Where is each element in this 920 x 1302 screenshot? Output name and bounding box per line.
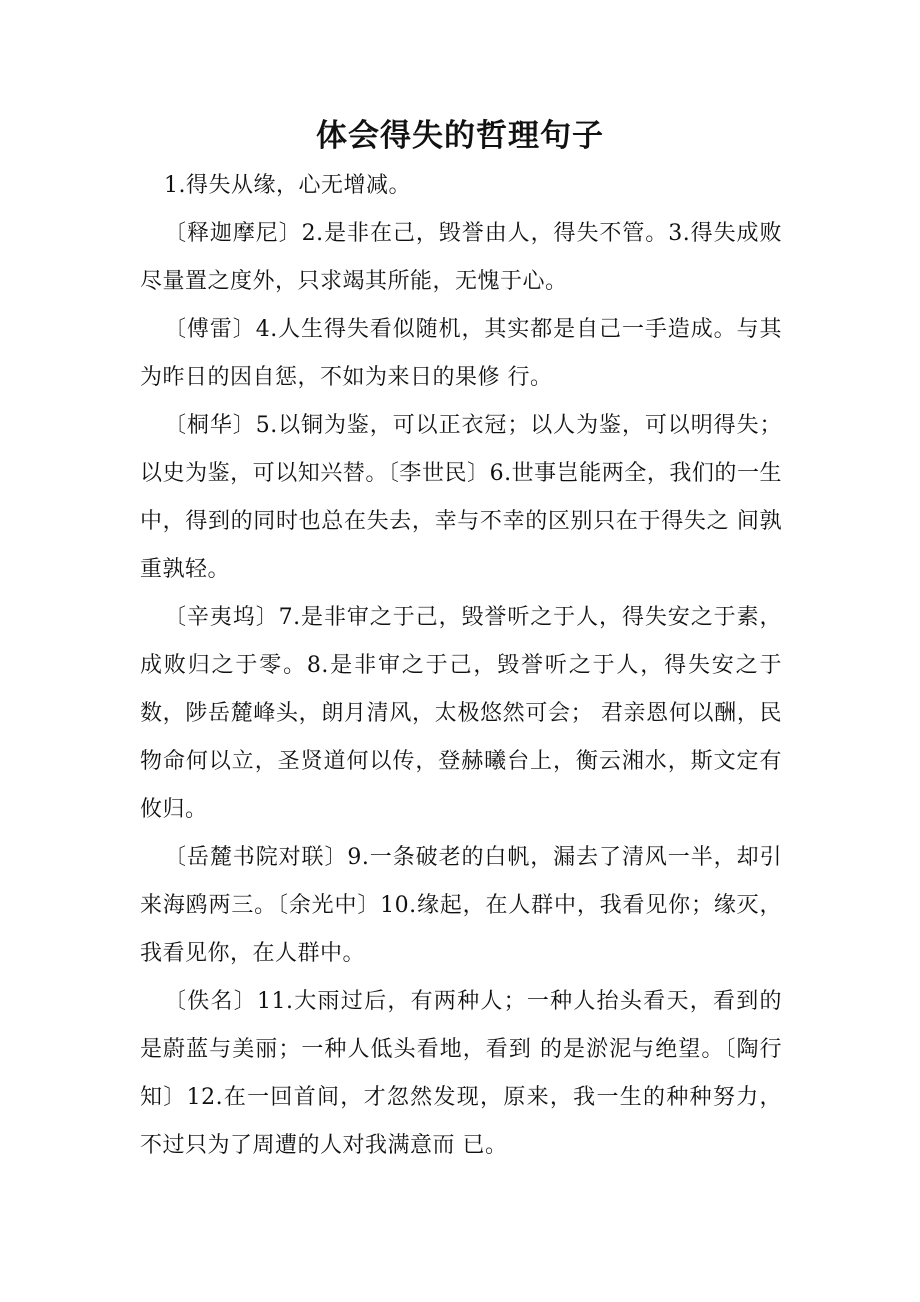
paragraph-2: 〔释迦摩尼〕2.是非在己，毁誉由人，得失不管。3.得失成败尽量置之度外，只求竭其所能，无愧于心。 bbox=[140, 221, 782, 294]
paragraph-4: 〔桐华〕5.以铜为鉴，可以正衣冠；以人为鉴，可以明得失；以史为鉴，可以知兴替。〔李世民〕6.世事岂能两全，我们的一生中，得到的同时也总在失去，幸与不幸的区别只在于得失之 间孰重孰轻。 bbox=[140, 413, 782, 582]
paragraph-6: 〔岳麓书院对联〕9.一条破老的白帆，漏去了清风一半，却引来海鸥两三。〔余光中〕10.缘起，在人群中，我看见你；缘灭，我看见你，在人群中。 bbox=[140, 845, 782, 966]
paragraph-7: 〔佚名〕11.大雨过后，有两种人；一种人抬头看天，看到的是蔚蓝与美丽；一种人低头看地，看到 的是淤泥与绝望。〔陶行知〕12.在一回首间，才忽然发现，原来，我一生的种种努力，不过只为了周遭的人对我满意而 已。 bbox=[140, 989, 782, 1158]
paragraph-1: 1.得失从缘，心无增减。 bbox=[164, 173, 411, 198]
paragraph-5: 〔辛夷坞〕7.是非审之于己，毁誉听之于人，得失安之于素，成败归之于零。8.是非审之于己，毁誉听之于人，得失安之于数，陟岳麓峰头，朗月清风，太极悠然可会； 君亲恩何以酬，民物命何以立，圣贤道何以传，登赫曦台上，衡云湘水，斯文定有攸归。 bbox=[140, 605, 782, 822]
paragraph-3: 〔傅雷〕4.人生得失看似随机，其实都是自己一手造成。与其为昨日的因自惩，不如为来日的果修 行。 bbox=[140, 317, 782, 390]
document-title: 体会得失的哲理句子 bbox=[316, 118, 604, 154]
document-body bbox=[140, 162, 782, 1170]
